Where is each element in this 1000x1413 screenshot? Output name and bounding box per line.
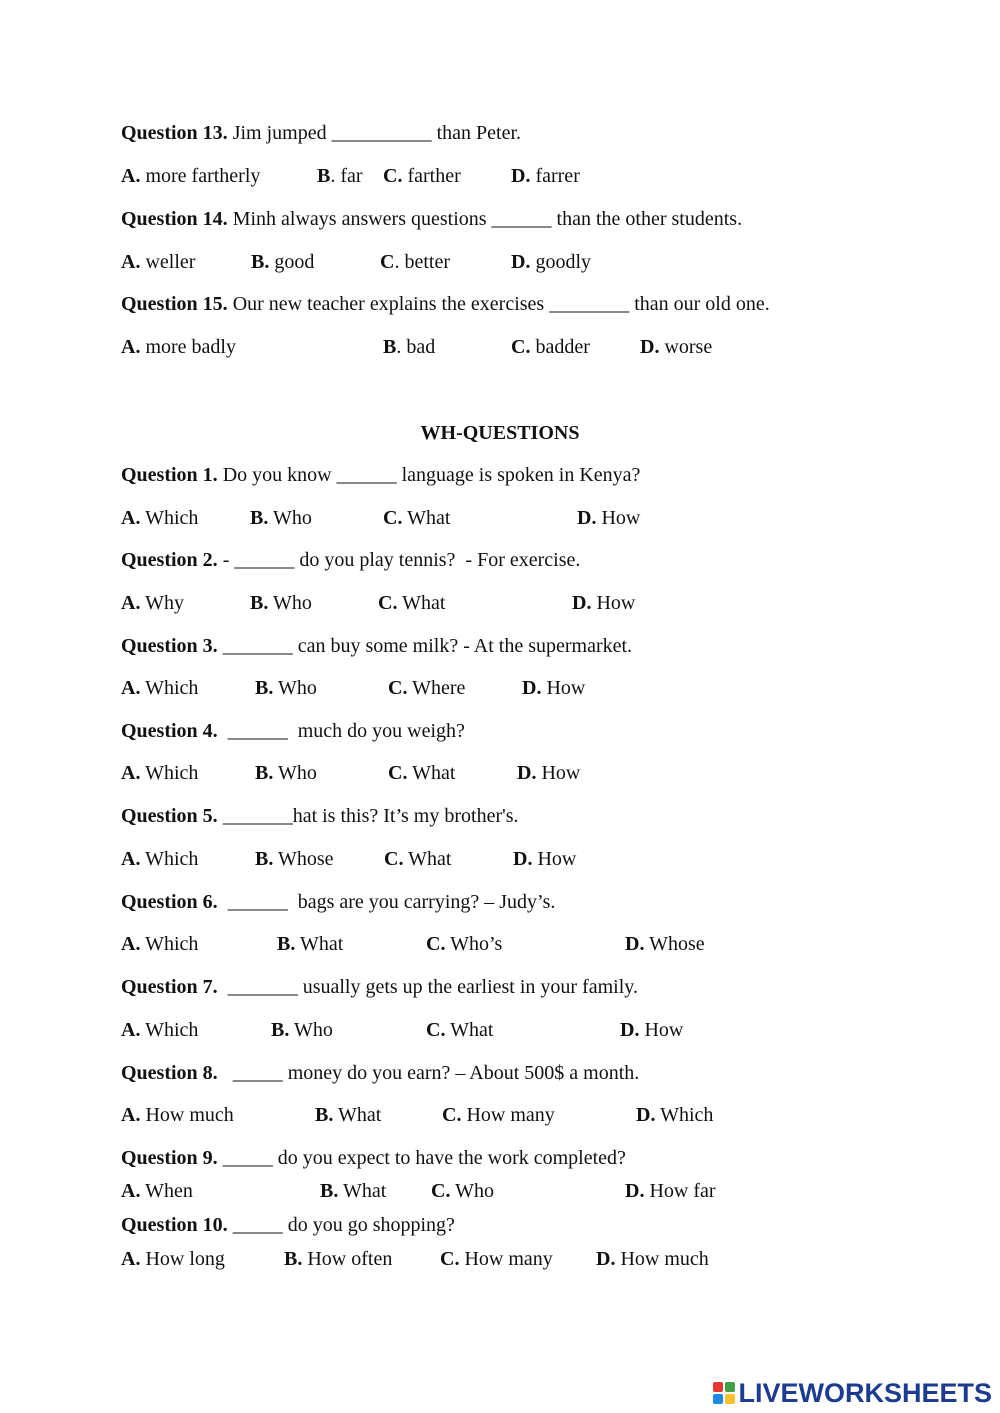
option-d[interactable]: D. Which xyxy=(636,1104,714,1126)
watermark-text: LIVEWORKSHEETS xyxy=(738,1377,992,1408)
option-a[interactable]: A. more fartherly xyxy=(121,165,261,187)
option-c[interactable]: C. Where xyxy=(388,677,466,699)
option-a[interactable]: A. Which xyxy=(121,507,199,529)
question-14: Question 14. Minh always answers questions ______ than the other students. xyxy=(121,208,743,230)
option-a[interactable]: A. How long xyxy=(121,1248,225,1270)
option-d[interactable]: D. goodly xyxy=(511,251,592,273)
option-c[interactable]: C. How many xyxy=(442,1104,555,1126)
section-title: WH-QUESTIONS xyxy=(420,422,580,444)
option-d[interactable]: D. How xyxy=(522,677,586,699)
option-d[interactable]: D. How xyxy=(572,592,636,614)
option-d[interactable]: D. How xyxy=(517,762,581,784)
option-b[interactable]: B. What xyxy=(277,933,344,955)
wh-question-4: Question 4. ______ much do you weigh? xyxy=(121,720,465,742)
option-c[interactable]: C. How many xyxy=(440,1248,553,1270)
option-c[interactable]: C. badder xyxy=(511,336,590,358)
question-13: Question 13. Jim jumped __________ than Peter. xyxy=(121,122,521,144)
option-c[interactable]: C. What xyxy=(383,507,451,529)
option-b[interactable]: B. Who xyxy=(250,592,312,614)
option-b[interactable]: B. bad xyxy=(383,336,436,358)
option-b[interactable]: B. Whose xyxy=(255,848,334,870)
wh-question-10: Question 10. _____ do you go shopping? xyxy=(121,1214,455,1236)
wh-question-5: Question 5. _______hat is this? It’s my brother's. xyxy=(121,805,519,827)
option-c[interactable]: C. Who xyxy=(431,1180,494,1202)
option-b[interactable]: B. Who xyxy=(271,1019,333,1041)
option-b[interactable]: B. How often xyxy=(284,1248,393,1270)
option-d[interactable]: D. How far xyxy=(625,1180,716,1202)
liveworksheets-logo-icon xyxy=(713,1382,735,1404)
wh-question-1: Question 1. Do you know ______ language is spoken in Kenya? xyxy=(121,464,641,486)
wh-question-3: Question 3. _______ can buy some milk? - At the supermarket. xyxy=(121,635,633,657)
wh-question-8: Question 8. _____ money do you earn? – About 500$ a month. xyxy=(121,1062,640,1084)
option-d[interactable]: D. How xyxy=(620,1019,684,1041)
option-d[interactable]: D. farrer xyxy=(511,165,580,187)
option-b[interactable]: B. Who xyxy=(250,507,312,529)
option-d[interactable]: D. How much xyxy=(596,1248,709,1270)
option-b[interactable]: B. Who xyxy=(255,762,317,784)
option-d[interactable]: D. Whose xyxy=(625,933,705,955)
option-a[interactable]: A. How much xyxy=(121,1104,234,1126)
option-a[interactable]: A. Which xyxy=(121,848,199,870)
option-c[interactable]: C. better xyxy=(380,251,450,273)
option-b[interactable]: B. What xyxy=(320,1180,387,1202)
option-a[interactable]: A. Which xyxy=(121,762,199,784)
option-a[interactable]: A. weller xyxy=(121,251,196,273)
option-c[interactable]: C. What xyxy=(384,848,452,870)
option-a[interactable]: A. more badly xyxy=(121,336,236,358)
wh-question-2: Question 2. - ______ do you play tennis? - For exercise. xyxy=(121,549,581,571)
option-a[interactable]: A. When xyxy=(121,1180,193,1202)
option-d[interactable]: D. worse xyxy=(640,336,713,358)
option-a[interactable]: A. Why xyxy=(121,592,184,614)
option-d[interactable]: D. How xyxy=(513,848,577,870)
wh-question-6: Question 6. ______ bags are you carrying? – Judy’s. xyxy=(121,891,556,913)
option-b[interactable]: B. good xyxy=(251,251,315,273)
wh-question-7: Question 7. _______ usually gets up the earliest in your family. xyxy=(121,976,638,998)
option-c[interactable]: C. Who’s xyxy=(426,933,503,955)
option-c[interactable]: C. What xyxy=(388,762,456,784)
option-c[interactable]: C. What xyxy=(426,1019,494,1041)
liveworksheets-logo xyxy=(713,1378,992,1408)
option-b[interactable]: B. Who xyxy=(255,677,317,699)
option-a[interactable]: A. Which xyxy=(121,1019,199,1041)
option-c[interactable]: C. farther xyxy=(383,165,461,187)
option-b[interactable]: B. far xyxy=(317,165,363,187)
option-a[interactable]: A. Which xyxy=(121,933,199,955)
option-d[interactable]: D. How xyxy=(577,507,641,529)
option-b[interactable]: B. What xyxy=(315,1104,382,1126)
wh-question-9: Question 9. _____ do you expect to have the work completed? xyxy=(121,1147,626,1169)
option-c[interactable]: C. What xyxy=(378,592,446,614)
question-15: Question 15. Our new teacher explains the exercises ________ than our old one. xyxy=(121,293,770,315)
option-a[interactable]: A. Which xyxy=(121,677,199,699)
